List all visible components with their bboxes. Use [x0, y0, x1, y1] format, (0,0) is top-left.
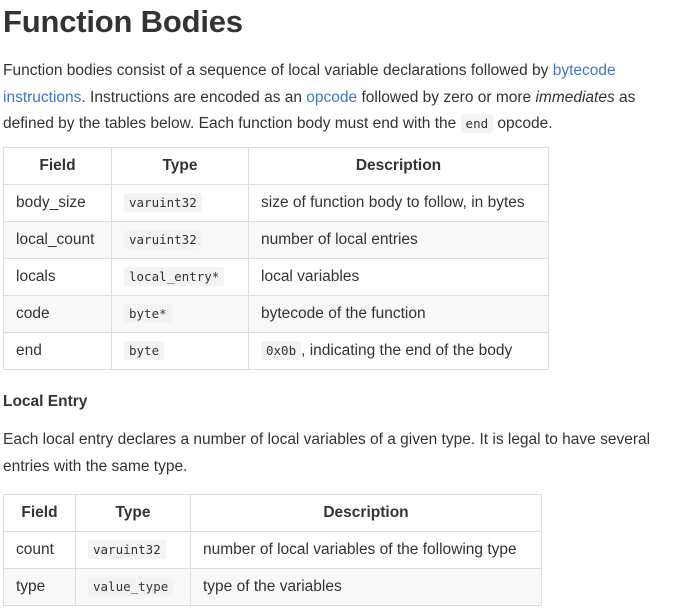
description-cell: size of function body to follow, in bytes — [249, 185, 549, 222]
description-cell: bytecode of the function — [249, 296, 549, 333]
table-row — [4, 185, 549, 222]
intro-text: followed by zero or more — [357, 88, 536, 106]
description-cell — [249, 333, 549, 370]
bytecode-instructions-link[interactable]: bytecode instructions — [3, 62, 616, 106]
column-header-field: Field — [4, 148, 112, 185]
column-header-field: Field — [4, 495, 76, 532]
intro-text: Function bodies consist of a sequence of local variable declarations followed by — [3, 62, 553, 79]
column-header-description: Description — [249, 148, 549, 185]
description-text: , indicating the end of the body — [301, 342, 513, 359]
field-cell: type — [4, 569, 76, 606]
table-row — [4, 222, 549, 259]
table-row — [4, 296, 549, 333]
type-cell — [112, 185, 249, 222]
type-cell — [76, 569, 191, 606]
local-entry-heading: Local Entry — [3, 393, 88, 410]
type-code: byte — [124, 341, 164, 360]
intro-text: opcode. — [493, 115, 553, 132]
opcode-link[interactable]: opcode — [306, 88, 358, 106]
type-cell — [76, 532, 191, 569]
immediates-emphasis: immediates — [535, 88, 615, 106]
type-cell — [112, 259, 249, 296]
column-header-description: Description — [191, 495, 542, 532]
table-row — [4, 569, 542, 606]
end-code: end — [461, 114, 494, 133]
type-code: local_entry* — [124, 267, 224, 286]
table-row — [4, 259, 549, 296]
description-cell: number of local variables of the following type — [191, 532, 542, 569]
column-header-type: Type — [112, 148, 249, 185]
type-code: byte* — [124, 304, 172, 323]
field-cell: code — [4, 296, 112, 333]
table-header-row — [4, 148, 549, 185]
table-row — [4, 333, 549, 370]
description-cell: type of the variables — [191, 569, 542, 606]
intro-text: . Instructions are encoded as an — [81, 88, 307, 106]
end-opcode-code: 0x0b — [261, 341, 301, 360]
type-code: varuint32 — [88, 540, 166, 559]
field-cell: local_count — [4, 222, 112, 259]
type-cell — [112, 222, 249, 259]
description-cell: number of local entries — [249, 222, 549, 259]
field-cell: end — [4, 333, 112, 370]
type-code: varuint32 — [124, 230, 202, 249]
description-cell: local variables — [249, 259, 549, 296]
type-cell — [112, 333, 249, 370]
local-entry-paragraph: Each local entry declares a number of local variables of a given type. It is legal to have several entries with the same type. — [3, 431, 651, 475]
field-cell: body_size — [4, 185, 112, 222]
intro-text: as defined by the tables below. Each function body must end with the — [3, 88, 636, 132]
type-code: value_type — [88, 577, 173, 596]
intro-paragraph — [3, 58, 673, 138]
table-header-row — [4, 495, 542, 532]
type-cell — [112, 296, 249, 333]
type-code: varuint32 — [124, 193, 202, 212]
field-cell: count — [4, 532, 76, 569]
table-row — [4, 532, 542, 569]
local-entry-table — [3, 494, 542, 606]
column-header-type: Type — [76, 495, 191, 532]
page-title: Function Bodies — [3, 4, 243, 39]
field-cell: locals — [4, 259, 112, 296]
function-body-table — [3, 147, 549, 370]
